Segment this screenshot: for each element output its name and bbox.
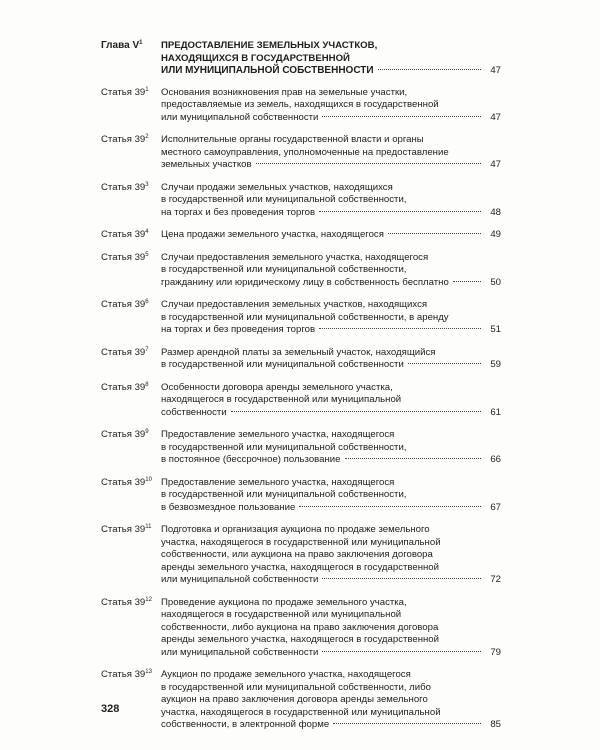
page-ref: 47 <box>490 111 501 123</box>
leader-dots <box>322 578 481 579</box>
article-title-line: собственности, либо аукциона на право заключения договора <box>161 621 439 633</box>
article-title-line: в государственной или муниципальной собственности, <box>161 194 407 205</box>
article-title-last-line: на торгах и без проведения торгов 51 <box>161 324 501 335</box>
leader-dots <box>388 233 481 234</box>
leader-dots <box>345 458 482 459</box>
article-title <box>161 382 501 420</box>
article-title-line: собственности, или аукциона на право заключения договора <box>161 549 433 560</box>
entries-list <box>101 87 501 732</box>
article-title-last-line: Цена продажи земельного участка, находящегося 49 <box>161 229 501 240</box>
article-title-last-line: или муниципальной собственности 72 <box>161 574 501 585</box>
page-ref: 61 <box>490 406 501 418</box>
article-title-last-line: земельных участков 47 <box>161 159 501 170</box>
article-title-line: местного самоуправления, уполномоченные на предоставление <box>161 146 449 158</box>
article-label: Статья $39^2$ <box>101 134 149 145</box>
page-ref: 79 <box>490 646 501 658</box>
leader-dots <box>322 651 481 652</box>
toc-entry <box>101 597 501 660</box>
article-label: Статья $39^7$ <box>101 346 149 358</box>
page-ref: 66 <box>490 454 501 465</box>
leader-dots <box>299 506 481 507</box>
article-title-last-line: или муниципальной собственности 79 <box>161 646 501 658</box>
article-label: Статья $39^{13}$ <box>101 669 152 680</box>
article-title <box>161 87 501 125</box>
article-title-line: аренды земельного участка, находящегося в государственной <box>161 561 439 573</box>
article-title-line: предоставляемые из земель, находящихся в государственной <box>161 99 439 110</box>
article-title-last-line: в постоянное (бессрочное) пользование 66 <box>161 454 501 465</box>
article-title-last-line: собственности 61 <box>161 406 501 418</box>
article-title-line: Особенности договора аренды земельного участка, <box>161 381 393 393</box>
page-ref: 49 <box>490 229 501 240</box>
article-label: Статья $39^{12}$ <box>101 596 152 608</box>
article-title-line: Предоставление земельного участка, находящегося <box>161 476 395 488</box>
article-title-line: участка, находящегося в государственной или муниципальной <box>161 536 441 548</box>
page-ref: 85 <box>490 719 501 730</box>
article-title-line: аренды земельного участка, находящегося в государственной <box>161 634 439 645</box>
chapter-title-last-line: ИЛИ МУНИЦИПАЛЬНОЙ СОБСТВЕННОСТИ 47 <box>161 65 501 76</box>
toc-entry <box>101 429 501 467</box>
article-label: Статья $39^6$ <box>101 299 149 310</box>
article-title-line: Исполнительные органы государственной власти и органы <box>161 134 424 145</box>
chapter-title-line: НАХОДЯЩИХСЯ В ГОСУДАРСТВЕННОЙ <box>161 52 350 64</box>
leader-dots <box>256 163 481 164</box>
article-title <box>161 229 501 242</box>
article-title <box>161 597 501 660</box>
chapter-title <box>161 40 501 78</box>
leader-dots <box>231 411 481 412</box>
article-title <box>161 429 501 467</box>
toc-entry <box>101 477 501 515</box>
page-ref: 47 <box>490 65 501 76</box>
article-title <box>161 669 501 732</box>
toc-entry <box>101 87 501 125</box>
article-label: Статья $39^8$ <box>101 381 149 393</box>
chapter-title-line: ПРЕДОСТАВЛЕНИЕ ЗЕМЕЛЬНЫХ УЧАСТКОВ, <box>161 40 378 51</box>
article-title-line: Размер арендной платы за земельный участок, находящийся <box>161 346 436 358</box>
article-title-line: Аукцион по продаже земельного участка, находящегося <box>161 669 411 680</box>
page-ref: 50 <box>490 276 501 288</box>
toc-entry <box>101 347 501 372</box>
page-ref: 67 <box>490 501 501 513</box>
article-title-line: находящегося в государственной или муниципальной <box>161 609 402 620</box>
article-title-line: в государственной или муниципальной собственности, в аренду <box>161 311 449 323</box>
article-title-last-line: или муниципальной собственности 47 <box>161 111 501 123</box>
article-label: Статья $39^9$ <box>101 429 149 440</box>
chapter-heading <box>101 40 501 78</box>
toc-entry <box>101 524 501 587</box>
article-title <box>161 477 501 515</box>
article-label: Статья $39^{10}$ <box>101 476 152 488</box>
article-title-line: Случаи продажи земельных участков, находящихся <box>161 181 393 193</box>
toc-entry <box>101 252 501 290</box>
leader-dots <box>322 116 481 117</box>
article-title-last-line: на торгах и без проведения торгов 48 <box>161 206 501 218</box>
article-label: Статья $39^4$ <box>101 229 149 240</box>
article-title <box>161 347 501 372</box>
article-title-line: в государственной или муниципальной собственности, <box>161 264 407 275</box>
article-title-line: в государственной или муниципальной собственности, <box>161 489 407 500</box>
leader-dots <box>319 328 481 329</box>
article-title-line: Случаи предоставления земельного участка, находящегося <box>161 251 429 263</box>
article-label: Статья $39^5$ <box>101 251 149 263</box>
leader-dots <box>378 69 481 70</box>
article-title-last-line: гражданину или юридическому лицу в собственность бесплатно 50 <box>161 276 501 288</box>
page-ref: 47 <box>490 159 501 170</box>
toc-entry <box>101 382 501 420</box>
article-title-line: Предоставление земельного участка, находящегося <box>161 429 395 440</box>
article-title-line: в государственной или муниципальной собственности, <box>161 441 407 453</box>
page-ref: 48 <box>490 206 501 218</box>
page-ref: 72 <box>490 574 501 585</box>
article-title-last-line: собственности, в электронной форме 85 <box>161 719 501 730</box>
page-ref: 59 <box>490 359 501 370</box>
article-title-line: Подготовка и организация аукциона по продаже земельного <box>161 524 430 535</box>
page-number: 328 <box>101 703 120 715</box>
toc-entry <box>101 229 501 242</box>
article-title-line: находящегося в государственной или муниципальной <box>161 394 402 405</box>
article-title-line: участка, находящегося в государственной или муниципальной <box>161 706 441 718</box>
article-label: Статья $39^1$ <box>101 86 149 98</box>
toc-entry <box>101 134 501 172</box>
toc-entry <box>101 299 501 337</box>
article-label: Статья $39^3$ <box>101 181 149 193</box>
article-title-last-line: в государственной или муниципальной собственности 59 <box>161 359 501 370</box>
article-title-last-line: в безвозмездное пользование 67 <box>161 501 501 513</box>
toc-entry <box>101 182 501 220</box>
article-label: Статья $39^{11}$ <box>101 524 152 535</box>
chapter-label: Глава $V^1$ <box>101 40 143 51</box>
article-title <box>161 182 501 220</box>
leader-dots <box>408 363 481 364</box>
article-title <box>161 299 501 337</box>
article-title-line: Проведение аукциона по продаже земельного участка, <box>161 596 407 608</box>
table-of-contents <box>101 40 501 742</box>
page-ref: 51 <box>490 324 501 335</box>
article-title <box>161 134 501 172</box>
article-title <box>161 524 501 587</box>
article-title-line: Случаи предоставления земельных участков, находящихся <box>161 299 428 310</box>
toc-entry <box>101 669 501 732</box>
leader-dots <box>319 211 481 212</box>
leader-dots <box>333 723 481 724</box>
article-title <box>161 252 501 290</box>
article-title-line: аукцион на право заключения договора аренды земельного <box>161 694 428 705</box>
article-title-line: Основания возникновения прав на земельные участки, <box>161 86 408 98</box>
article-title-line: в государственной или муниципальной собственности, либо <box>161 681 431 693</box>
leader-dots <box>453 281 481 282</box>
